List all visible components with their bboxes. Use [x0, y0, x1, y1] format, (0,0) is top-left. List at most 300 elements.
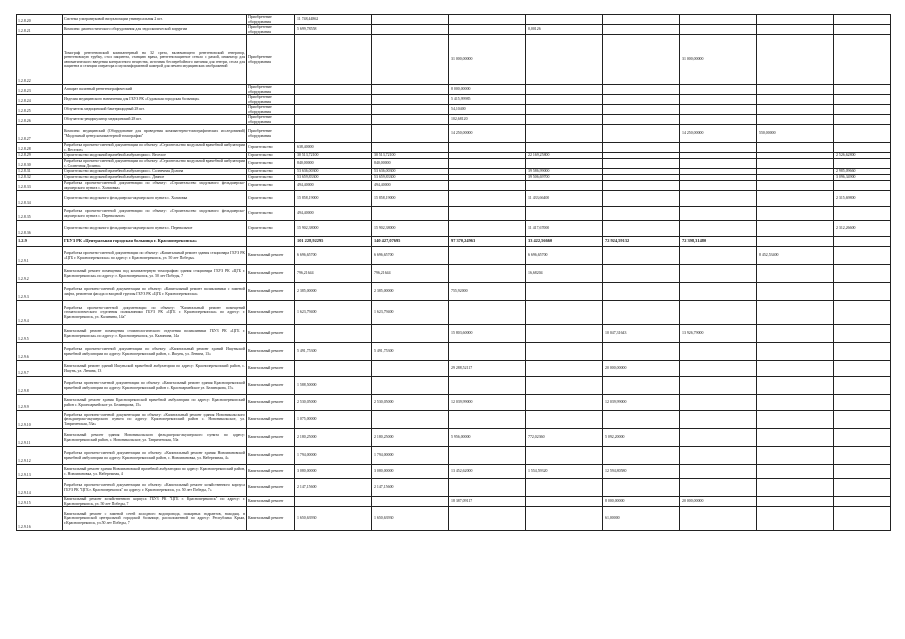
cell-c5: [603, 479, 680, 497]
cell-c2: [372, 361, 449, 377]
cell-c2: 1 623,79400: [372, 301, 449, 325]
cell-name: Разработка проектно-сметной документации по объекту: «Капитальный ремонт здания Краснопрекопской врачебной амбулатории по адресу: Красноперекопский район с. Красноармейское ул. Белинцкова, 15»: [63, 377, 247, 395]
cell-c2: [372, 85, 449, 95]
cell-code: 1.2.9.15: [17, 497, 63, 507]
cell-c2: 53 636,00300: [372, 169, 449, 175]
cell-c5: [603, 221, 680, 237]
cell-c5: [603, 265, 680, 283]
cell-name: Разработка проектно-сметной документации по объекту: «Капитальный ремонт здания стационара ГБУЗ РК «ЦГБ г. Красноперекопска» по адресу: г. Красноперекопск, ул. 50 лет Победы»: [63, 247, 247, 265]
cell-c7: [757, 15, 834, 25]
cell-c5: [603, 377, 680, 395]
cell-c8: [834, 377, 891, 395]
cell-c4: [526, 395, 603, 411]
cell-name: Система ультразвуковой визуализации универсальная 2 шт.: [63, 15, 247, 25]
cell-type: Капитальный ремонт: [247, 247, 295, 265]
cell-type: Капитальный ремонт: [247, 447, 295, 465]
cell-c2: [372, 25, 449, 35]
cell-code: 1.2.8.27: [17, 125, 63, 143]
cell-c6: [680, 25, 757, 35]
table-row: [17, 497, 891, 507]
cell-name: Строительство модульной врачебной амбулатории с. Дачное: [63, 175, 247, 181]
cell-c4: 39 506,69700: [526, 175, 603, 181]
cell-c5: [603, 35, 680, 85]
table-body: [17, 15, 891, 531]
cell-c6: [680, 507, 757, 531]
cell-c3: 14 250,00000: [449, 125, 526, 143]
cell-c4: [526, 343, 603, 361]
cell-code: 1.2.9.6: [17, 343, 63, 361]
cell-type: Строительство: [247, 207, 295, 221]
cell-type: Капитальный ремонт: [247, 395, 295, 411]
cell-type: Капитальный ремонт: [247, 429, 295, 447]
cell-type: Капитальный ремонт: [247, 325, 295, 343]
cell-type: Капитальный ремонт: [247, 361, 295, 377]
cell-c7: [757, 25, 834, 35]
cell-c5: [603, 85, 680, 95]
cell-c3: 8 000,00000: [449, 85, 526, 95]
table-row: [17, 35, 891, 85]
cell-type: Капитальный ремонт: [247, 465, 295, 479]
cell-c8: 3 096,34900: [834, 175, 891, 181]
cell-c7: [757, 507, 834, 531]
cell-c7: [757, 143, 834, 153]
cell-c7: [757, 35, 834, 85]
cell-c8: [834, 395, 891, 411]
cell-name: Комплекс медицинский (Оборудование для проведения компьютерно-томографических исследований) "Модульный центр компьютерной томографии": [63, 125, 247, 143]
cell-name: Разработка проектно-сметной документации по объекту: «Строительство модульного фельдшерско-акушерского пункта с. Перевальное»: [63, 207, 247, 221]
cell-c2: 3 080,00000: [372, 465, 449, 479]
cell-c3: [449, 221, 526, 237]
cell-c1: [295, 125, 372, 143]
cell-c6: [680, 207, 757, 221]
cell-c8: [834, 361, 891, 377]
cell-c7: [757, 95, 834, 105]
cell-c8: [834, 447, 891, 465]
cell-c4: 39 586,99000: [526, 169, 603, 175]
table-row: [17, 283, 891, 301]
cell-c2: [372, 125, 449, 143]
cell-c8: [834, 143, 891, 153]
cell-c3: 97 370,24963: [449, 237, 526, 247]
cell-c4: [526, 105, 603, 115]
cell-c6: [680, 247, 757, 265]
cell-code: 1.2.8.28: [17, 143, 63, 153]
cell-c6: [680, 265, 757, 283]
cell-name: Комплекс диагностического оборудования для эндоскопической хирургии: [63, 25, 247, 35]
cell-type: Приобретение оборудования: [247, 85, 295, 95]
cell-c1: 6 696,65700: [295, 247, 372, 265]
cell-c1: 11 748,44862: [295, 15, 372, 25]
table-row: [17, 429, 891, 447]
cell-c4: [526, 325, 603, 343]
cell-c1: 1 794,00000: [295, 447, 372, 465]
cell-c6: 72 398,31480: [680, 237, 757, 247]
cell-c1: 1 588,50000: [295, 377, 372, 395]
table-row: [17, 207, 891, 221]
cell-c5: [603, 343, 680, 361]
cell-c1: 101 228,92295: [295, 237, 372, 247]
cell-c6: 31 000,00000: [680, 35, 757, 85]
cell-c7: [757, 283, 834, 301]
cell-type: Капитальный ремонт: [247, 301, 295, 325]
cell-c1: [295, 105, 372, 115]
cell-c4: 11 433,66400: [526, 191, 603, 207]
cell-code: 1.2.9.4: [17, 301, 63, 325]
cell-c2: 494,40000: [372, 181, 449, 191]
cell-c8: [834, 237, 891, 247]
cell-c4: [526, 15, 603, 25]
cell-name: Строительство модульного фельдшерско-акушерского пункта с. Холмовка: [63, 191, 247, 207]
cell-c7: [757, 465, 834, 479]
cell-c1: [295, 497, 372, 507]
cell-type: Строительство: [247, 153, 295, 159]
cell-c5: [603, 283, 680, 301]
cell-c7: 8 452,53400: [757, 247, 834, 265]
cell-c6: [680, 181, 757, 191]
cell-c5: [603, 301, 680, 325]
table-row: [17, 247, 891, 265]
document-page: [16, 14, 890, 531]
cell-c2: 796,21644: [372, 265, 449, 283]
cell-c3: [449, 191, 526, 207]
table-row: [17, 143, 891, 153]
cell-code: 1.2.8.25: [17, 105, 63, 115]
cell-c3: [449, 207, 526, 221]
cell-type: Капитальный ремонт: [247, 497, 295, 507]
cell-c5: [603, 95, 680, 105]
cell-c5: 72 924,59132: [603, 237, 680, 247]
cell-c7: [757, 191, 834, 207]
table-row: [17, 105, 891, 115]
cell-c6: [680, 115, 757, 125]
cell-name: Капитальный ремонт здания Новоникольского фельдшерско-акушерского пункта по адресу: Красноперекопский район, с. Новоникольское, ул. Тавриченская, 53а: [63, 429, 247, 447]
cell-c4: 772,02360: [526, 429, 603, 447]
table-row: [17, 125, 891, 143]
cell-c5: 12 594,80580: [603, 465, 680, 479]
cell-c1: 5 699,78558: [295, 25, 372, 35]
table-row: [17, 25, 891, 35]
cell-code: 1.2.9.1: [17, 247, 63, 265]
budget-table: [16, 14, 891, 531]
cell-c3: [449, 479, 526, 497]
cell-c1: 53 636,00300: [295, 169, 372, 175]
cell-c7: [757, 301, 834, 325]
cell-code: 1.2.8.36: [17, 221, 63, 237]
cell-c3: 755,92000: [449, 283, 526, 301]
cell-c7: [757, 497, 834, 507]
cell-c4: [526, 361, 603, 377]
cell-c8: 2 315,69800: [834, 191, 891, 207]
cell-c4: [526, 181, 603, 191]
cell-c3: 31 000,00000: [449, 35, 526, 85]
cell-c5: [603, 447, 680, 465]
table-row: [17, 411, 891, 429]
cell-type: Строительство: [247, 191, 295, 207]
cell-name: Разработка проектно-сметной документации по объекту: «Капитальный ремонт здания Новоникольского фельдшерско-акушерского пункта по адресу: Красноперекопский район с. Новоникольское, ул. Тавриченская, 53а»: [63, 411, 247, 429]
cell-type: Приобретение оборудования: [247, 105, 295, 115]
cell-c2: [372, 207, 449, 221]
cell-c8: [834, 15, 891, 25]
cell-c3: [449, 377, 526, 395]
cell-c8: [834, 125, 891, 143]
cell-c4: [526, 143, 603, 153]
table-row: [17, 95, 891, 105]
cell-c4: 0,00126: [526, 25, 603, 35]
cell-c8: [834, 159, 891, 169]
table-row: [17, 447, 891, 465]
cell-c3: 12 039,99000: [449, 395, 526, 411]
cell-c3: [449, 447, 526, 465]
cell-c3: 5 415,99985: [449, 95, 526, 105]
cell-c2: [372, 115, 449, 125]
cell-c5: [603, 115, 680, 125]
cell-c6: [680, 221, 757, 237]
table-row: [17, 377, 891, 395]
cell-name: Капитальный ремонт зданий Ишуньской врачебной амбулатории по адресу: Красноперекопский район, с. Ишунь, ул. Ленина, 13: [63, 361, 247, 377]
cell-name: Разработка проектно-сметной документации по объекту: «Капитальный ремонт зданий Ишуньской врачебной амбулатории по адресу: Красноперекопский район, с. Ишунь, ул. Ленина, 13»: [63, 343, 247, 361]
cell-c8: [834, 35, 891, 85]
cell-c5: 8 000,00000: [603, 497, 680, 507]
cell-code: 1.2.8.34: [17, 191, 63, 207]
cell-code: 1.2.9.14: [17, 479, 63, 497]
cell-type: Приобретение оборудования: [247, 25, 295, 35]
cell-code: 1.2.9.2: [17, 265, 63, 283]
cell-type: Приобретение оборудования: [247, 95, 295, 105]
cell-type: Приобретение оборудования: [247, 125, 295, 143]
cell-c6: [680, 429, 757, 447]
cell-c8: [834, 301, 891, 325]
cell-c8: [834, 115, 891, 125]
cell-c2: 1 650,63930: [372, 507, 449, 531]
cell-c1: 15 902,38000: [295, 221, 372, 237]
cell-c7: [757, 265, 834, 283]
cell-name: Разработка проектно-сметной документации по объекту: «Строительство модульной врачебной амбулатории с. Веселое»: [64, 143, 245, 152]
cell-name: Капитальный ремонт здания Новоивановской врачебной амбулатории по адресу: Красноперекопский район, с. Новоивановка, ул. Набережная, 4: [63, 465, 247, 479]
cell-c8: [834, 105, 891, 115]
cell-name: Разработка проектно-сметной документации по объекту: «Капитальный ремонт хозяйственного корпуса ГБУЗ РК "ЦГБ г. Красноперекопск" по адресу: г. Красноперекопск, ул. 50 лет Победы, 7»: [63, 479, 247, 497]
table-row: [17, 361, 891, 377]
cell-name: Строительство модульного фельдшерско-акушерского пункта с. Перевальное: [63, 221, 247, 237]
cell-c4: [526, 35, 603, 85]
cell-c6: 13 926,79000: [680, 325, 757, 343]
cell-c3: 29 288,52117: [449, 361, 526, 377]
cell-c2: 6 696,65700: [372, 247, 449, 265]
cell-c1: 494,40000: [295, 207, 372, 221]
cell-c3: [449, 301, 526, 325]
cell-type: Капитальный ремонт: [247, 507, 295, 531]
cell-c2: [372, 377, 449, 395]
cell-c7: 550,00000: [757, 125, 834, 143]
cell-c5: [603, 191, 680, 207]
cell-c5: [603, 25, 680, 35]
table-row: [17, 301, 891, 325]
cell-c7: [757, 115, 834, 125]
cell-code: 1.2.9.10: [17, 411, 63, 429]
cell-c1: [295, 35, 372, 85]
cell-c2: [372, 497, 449, 507]
cell-c7: [757, 479, 834, 497]
cell-code: 1.2.8.22: [17, 35, 63, 85]
cell-c6: [680, 191, 757, 207]
cell-c2: 15 902,38000: [372, 221, 449, 237]
cell-c6: [680, 143, 757, 153]
cell-c4: 11 417,67000: [526, 221, 603, 237]
cell-c4: 1 554,59320: [526, 465, 603, 479]
cell-c8: [834, 479, 891, 497]
cell-code: 1.2.9.12: [17, 447, 63, 465]
cell-name: Разработка проектно-сметной документации по объекту: "Капитальный ремонт помещений стоматологического отделения поликлиники ГБУЗ РК «ЦГБ г. Красноперекопска» по адресу: г. Красноперекопск, ул. Калинина, 14а": [63, 301, 247, 325]
cell-c2: [372, 95, 449, 105]
cell-c3: [449, 143, 526, 153]
table-row: [17, 159, 891, 169]
cell-c5: 12 039,99000: [603, 395, 680, 411]
cell-c5: 5 092,20000: [603, 429, 680, 447]
cell-c6: [680, 95, 757, 105]
cell-name: Капитальный ремонт хозяйственного корпуса ГБУЗ РК "ЦГБ г. Красноперекопск" по адресу: г. Красноперекопск, ул. 50 лет Победы, 7: [64, 497, 245, 506]
table-row: [17, 221, 891, 237]
cell-c2: 2 180,25000: [372, 429, 449, 447]
cell-c4: [526, 115, 603, 125]
cell-code: 1.2.9.3: [17, 283, 63, 301]
cell-c5: [603, 247, 680, 265]
cell-c4: [526, 447, 603, 465]
cell-c3: 13 452,62000: [449, 465, 526, 479]
cell-c1: 2 180,25000: [295, 429, 372, 447]
cell-c1: [295, 115, 372, 125]
cell-c3: [449, 411, 526, 429]
cell-c2: [372, 143, 449, 153]
table-row: [17, 343, 891, 361]
cell-c1: 53 659,83300: [295, 175, 372, 181]
cell-c3: [449, 507, 526, 531]
cell-c4: [526, 283, 603, 301]
cell-c2: [372, 35, 449, 85]
cell-c2: 53 659,83300: [372, 175, 449, 181]
cell-code: 1.2.8.32: [17, 175, 63, 181]
table-row: [17, 479, 891, 497]
cell-c6: [680, 85, 757, 95]
cell-c8: [834, 325, 891, 343]
cell-name: Строительство модульной врачебной амбулатории с. Солнечная Долина: [63, 169, 247, 175]
cell-c8: [834, 207, 891, 221]
cell-code: 1.2.8.24: [17, 95, 63, 105]
cell-c1: 638,40000: [295, 143, 372, 153]
cell-c7: [757, 159, 834, 169]
cell-c3: [449, 265, 526, 283]
cell-c2: 2 385,00000: [372, 283, 449, 301]
cell-type: Строительство: [247, 221, 295, 237]
cell-c5: [603, 411, 680, 429]
cell-c4: [526, 207, 603, 221]
cell-c8: [834, 429, 891, 447]
cell-c8: [834, 343, 891, 361]
cell-c7: [757, 411, 834, 429]
cell-name: Облучатель медицинский бактерицидный 28 шт.: [63, 105, 247, 115]
cell-c4: [526, 301, 603, 325]
cell-c6: [680, 283, 757, 301]
cell-type: Приобретение оборудования: [247, 115, 295, 125]
cell-c7: [757, 207, 834, 221]
cell-c1: 3 080,00000: [295, 465, 372, 479]
cell-name: Изделия медицинского назначения для ГБУЗ РК «Судакская городская больница»: [63, 95, 247, 105]
cell-c7: [757, 105, 834, 115]
cell-c8: 2 526,62800: [834, 153, 891, 159]
cell-c8: [834, 411, 891, 429]
cell-name: Разработка проектно-сметной документации по объекту: «Капитальный ремонт поликлиники с заменой лифта, ремонтом фасада и входной группы ГБУЗ РК «ЦГБ г. Красноперекопска»: [63, 283, 247, 301]
cell-c4: [526, 95, 603, 105]
cell-c8: [834, 95, 891, 105]
cell-c1: 840,00000: [295, 159, 372, 169]
cell-c7: [757, 361, 834, 377]
cell-c3: [449, 25, 526, 35]
cell-c2: 840,00000: [372, 159, 449, 169]
cell-name: Разработка проектно-сметной документации по объекту: «Капитальный ремонт здания Новоивановской врачебной амбулатории по адресу: Красноперекопский район, с. Новоивановка, ул. Набережная, 4»: [63, 447, 247, 465]
cell-c8: [834, 497, 891, 507]
cell-c8: [834, 247, 891, 265]
cell-code: 1.2.8.21: [17, 25, 63, 35]
cell-code: 1.2.9: [17, 237, 63, 247]
cell-c2: [372, 411, 449, 429]
cell-c1: [295, 325, 372, 343]
cell-c1: 1 650,63930: [295, 507, 372, 531]
cell-code: 1.2.9.16: [17, 507, 63, 531]
cell-code: 1.2.9.7: [17, 361, 63, 377]
cell-c6: [680, 377, 757, 395]
cell-c1: 796,21644: [295, 265, 372, 283]
cell-c6: [680, 465, 757, 479]
cell-c5: 20 000,00000: [603, 361, 680, 377]
cell-name: Строительство модульной врачебной амбулатории с. Веселое: [63, 153, 247, 159]
cell-c4: [526, 125, 603, 143]
cell-c6: [680, 105, 757, 115]
cell-c6: [680, 15, 757, 25]
cell-c3: [449, 15, 526, 25]
cell-code: 1.2.9.8: [17, 377, 63, 395]
cell-c1: 5 491,75300: [295, 343, 372, 361]
table-row: [17, 507, 891, 531]
table-row: [17, 265, 891, 283]
cell-c3: [449, 181, 526, 191]
cell-c1: 494,40000: [295, 181, 372, 191]
cell-c6: [680, 361, 757, 377]
cell-c7: [757, 237, 834, 247]
cell-c8: [834, 181, 891, 191]
cell-c4: [526, 377, 603, 395]
cell-c3: 15 803,60000: [449, 325, 526, 343]
cell-code: 1.2.8.31: [17, 169, 63, 175]
cell-c1: 1 623,79400: [295, 301, 372, 325]
cell-c7: [757, 181, 834, 191]
cell-c8: [834, 465, 891, 479]
cell-c7: [757, 395, 834, 411]
cell-c5: [603, 159, 680, 169]
cell-type: Капитальный ремонт: [247, 411, 295, 429]
cell-c6: [680, 479, 757, 497]
cell-c6: [680, 159, 757, 169]
cell-type: Приобретение оборудования: [247, 15, 295, 25]
cell-c2: 2 530,05000: [372, 395, 449, 411]
cell-c1: [295, 85, 372, 95]
table-row: [17, 15, 891, 25]
cell-name: Капитальный ремонт здания Краснопрекопской врачебной амбулатории по адресу: Красноперекопский район с. Красноармейское ул. Белинцкова, 15»: [63, 395, 247, 411]
cell-code: 1.2.9.11: [17, 429, 63, 447]
cell-c4: 22 169,25800: [526, 153, 603, 159]
cell-c7: [757, 377, 834, 395]
cell-type: Строительство: [247, 159, 295, 169]
cell-c4: 6 696,65700: [526, 247, 603, 265]
cell-type: Капитальный ремонт: [247, 343, 295, 361]
cell-c8: [834, 85, 891, 95]
